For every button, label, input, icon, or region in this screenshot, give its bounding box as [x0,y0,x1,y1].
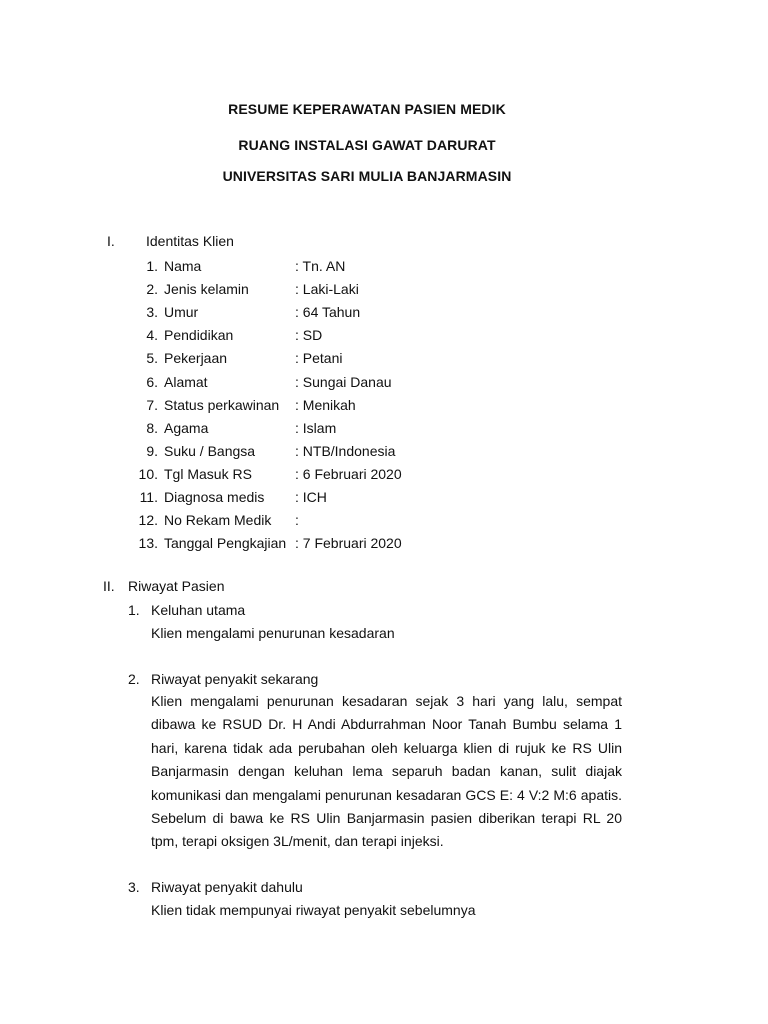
field-value: : [295,512,299,529]
list-number: 4. [146,327,158,344]
field-label: Jenis kelamin [164,281,249,298]
list-item [0,395,700,415]
section-heading: Identitas Klien [146,233,234,249]
subsection-text: Klien mengalami penurunan kesadaran [151,625,395,641]
subsection-text: Klien tidak mempunyai riwayat penyakit sebelumnya [151,902,476,918]
field-label: No Rekam Medik [164,512,272,529]
list-number: 2. [128,671,140,687]
list-number: 7. [146,396,158,413]
list-item [0,279,700,299]
list-item [0,464,700,484]
subsection-heading: Riwayat penyakit dahulu [151,879,303,895]
section-numeral: II. [103,578,115,594]
list-item [0,325,700,345]
list-item [0,302,700,322]
list-number: 8. [146,419,158,436]
list-number: 11. [139,489,158,505]
list-item [0,418,700,438]
section-numeral: I. [107,233,115,249]
field-value: : ICH [295,489,327,505]
field-value: : 64 Tahun [295,304,361,321]
field-label: Diagnosa medis [164,489,265,505]
list-item [0,256,700,276]
list-item [0,510,700,530]
field-label: Tgl Masuk RS [164,465,252,482]
field-value: : 6 Februari 2020 [295,465,402,482]
field-label: Pekerjaan [164,350,228,367]
field-label: Status perkawinan [164,396,280,413]
list-item [0,441,700,461]
field-value: : Sungai Danau [295,373,392,390]
document-title: RESUME KEPERAWATAN PASIEN MEDIK [228,101,506,117]
field-value: : 7 Februari 2020 [295,535,402,552]
list-item [0,533,700,553]
list-number: 9. [146,442,158,459]
list-number: 3. [146,304,158,321]
field-value: : SD [295,327,323,344]
field-label: Pendidikan [164,327,234,344]
list-item [0,487,700,507]
field-label: Agama [164,419,209,436]
subsection-heading: Keluhan utama [151,602,246,618]
field-label: Nama [164,258,202,274]
list-number: 13. [138,535,158,552]
list-number: 3. [128,879,140,895]
list-number: 6. [146,373,158,390]
list-item [0,348,700,368]
field-value: : Menikah [295,396,356,413]
field-value: : Petani [295,350,343,367]
field-value: : Laki-Laki [295,281,359,298]
field-label: Suku / Bangsa [164,442,256,459]
list-number: 1. [128,602,140,618]
list-number: 1. [146,258,158,274]
subsection-paragraph: Klien mengalami penurunan kesadaran sejak 3 hari yang lalu, sempat dibawa ke RSUD Dr. H Andi Abdurrahman Noor Tanah Bumbu selama 1 hari, karena tidak ada perubahan oleh keluarga klien di rujuk ke RS Ulin Banjarmasin dengan keluhan lema separuh badan kanan, sulit diajak komunikasi dan mengalami penurunan kesadaran GCS E: 4 V:2 M:6 apatis. Sebelum di bawa ke RS Ulin Banjarmasin pasien diberikan terapi RL 20 tpm, terapi oksigen 3L/menit, dan terapi injeksi. [151,693,622,850]
field-value: : Tn. AN [295,258,346,274]
field-value: : NTB/Indonesia [295,442,396,459]
field-value: : Islam [295,419,337,436]
section-heading: Riwayat Pasien [128,578,225,594]
list-number: 2. [146,281,158,298]
document-subtitle-room: RUANG INSTALASI GAWAT DARURAT [238,137,496,153]
field-label: Umur [164,304,199,321]
document-subtitle-institution: UNIVERSITAS SARI MULIA BANJARMASIN [222,168,512,184]
subsection-heading: Riwayat penyakit sekarang [151,671,319,687]
list-item [0,372,700,392]
list-number: 10. [138,465,158,482]
list-number: 5. [146,350,158,367]
list-number: 12. [138,512,158,529]
field-label: Alamat [164,373,208,390]
field-label: Tanggal Pengkajian [164,535,287,552]
